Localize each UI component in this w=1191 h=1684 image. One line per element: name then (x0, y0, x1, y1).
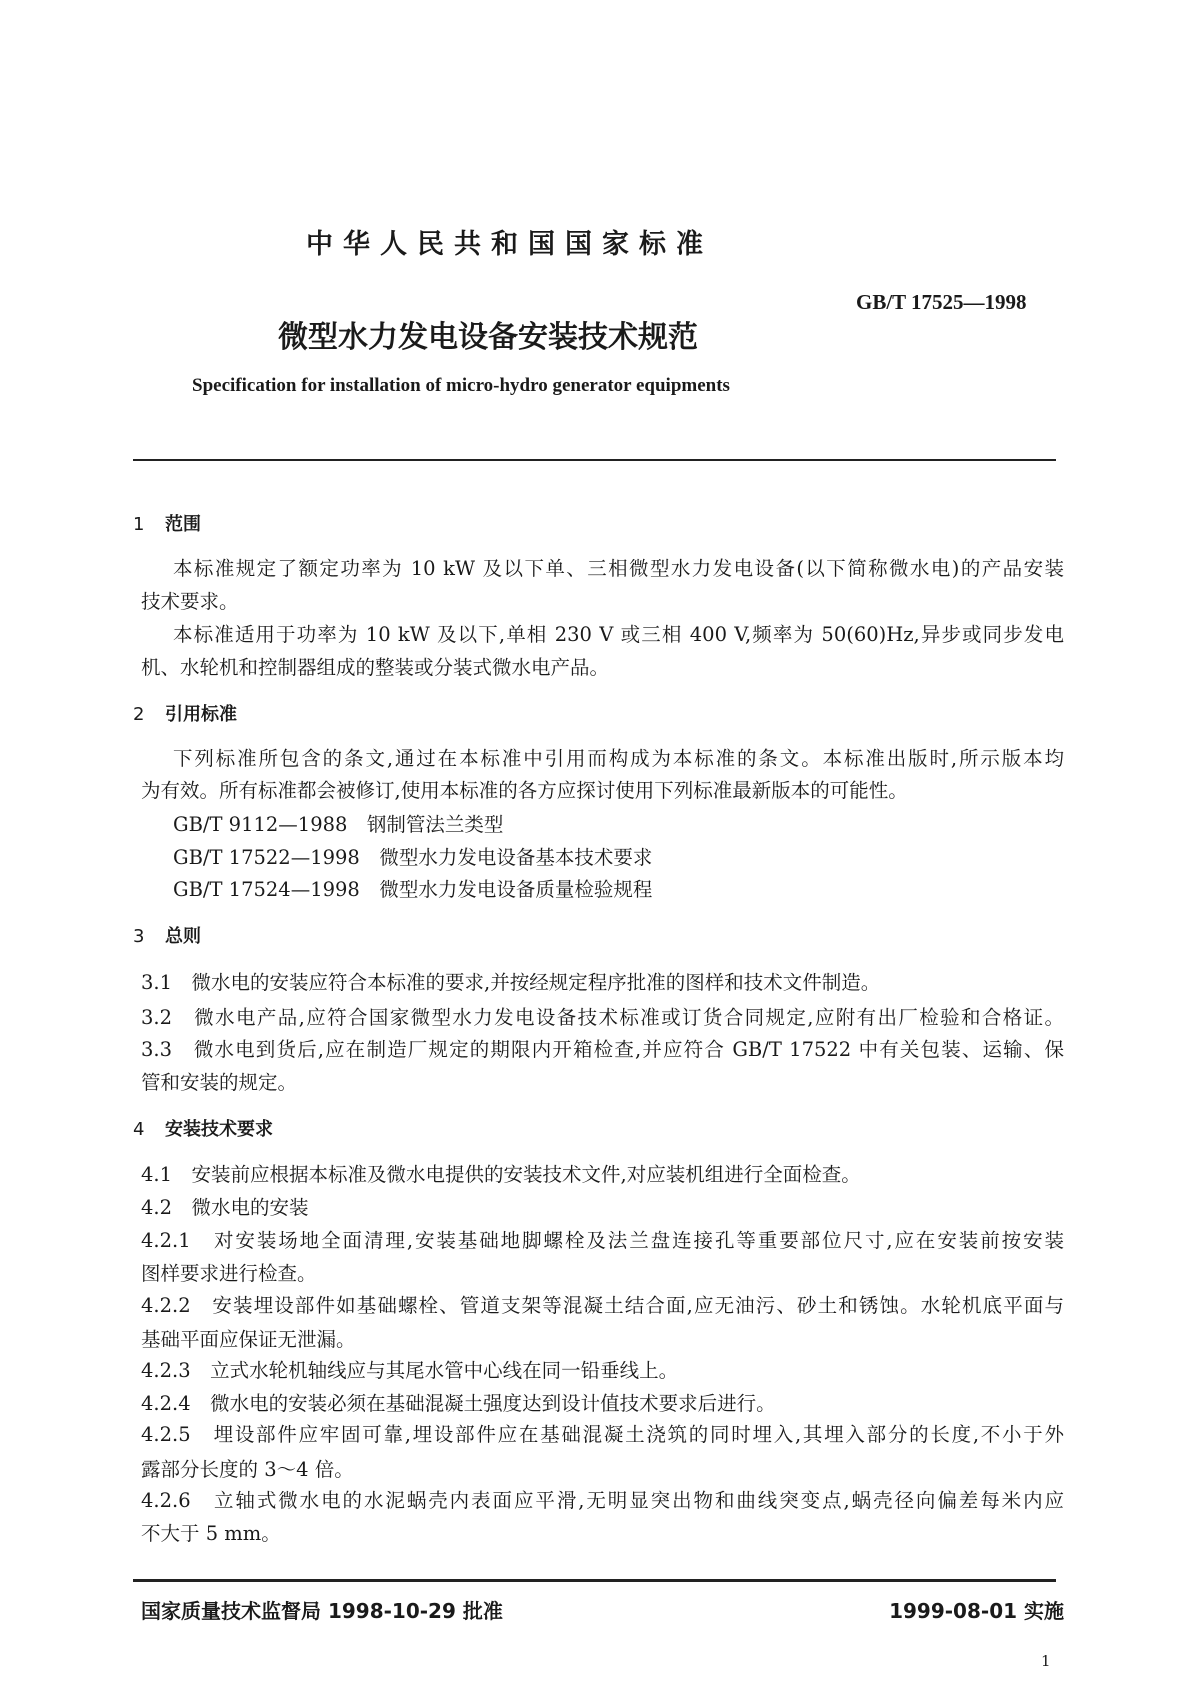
clause-line: 露部分长度的 3～4 倍。 (141, 1458, 354, 1481)
clause-line: 4.2.4 微水电的安装必须在基础混凝土强度达到设计值技术要求后进行。 (141, 1392, 776, 1415)
reference-item: GB/T 9112—1988 钢制管法兰类型 (173, 813, 504, 836)
clause-line: 4.2.1 对安装场地全面清理,安装基础地脚螺栓及法兰盘连接孔等重要部位尺寸,应在安装前按安装 (141, 1229, 1064, 1252)
standard-code: GB/T 17525—1998 (856, 290, 1027, 314)
header-divider (133, 459, 1056, 461)
clause-line: 基础平面应保证无泄漏。 (141, 1328, 356, 1351)
document-title-en: Specification for installation of micro-hydro generator equipments (192, 375, 730, 396)
paragraph-line: 本标准规定了额定功率为 10 kW 及以下单、三相微型水力发电设备(以下简称微水电)的产品安装 (173, 557, 1064, 580)
section-title: 范围 (165, 514, 201, 535)
national-standard-heading: 中华人民共和国国家标准 (306, 229, 713, 260)
section-number: 1 (133, 514, 145, 535)
section-number: 2 (133, 704, 145, 725)
section-title: 总则 (165, 926, 201, 947)
effective-date: 1999-08-01 实施 (889, 1599, 1064, 1623)
reference-item: GB/T 17522—1998 微型水力发电设备基本技术要求 (173, 846, 653, 869)
clause-line: 4.2.2 安装埋设部件如基础螺栓、管道支架等混凝土结合面,应无油污、砂土和锈蚀。水轮机底平面与 (141, 1294, 1064, 1317)
paragraph-line: 下列标准所包含的条文,通过在本标准中引用而构成为本标准的条文。本标准出版时,所示版本均 (173, 747, 1064, 770)
approval-line: 国家质量技术监督局 1998-10-29 批准 (141, 1599, 503, 1623)
clause-line: 3.2 微水电产品,应符合国家微型水力发电设备技术标准或订货合同规定,应附有出厂检验和合格证。 (141, 1006, 1064, 1029)
clause-line: 4.1 安装前应根据本标准及微水电提供的安装技术文件,对应装机组进行全面检查。 (141, 1163, 861, 1186)
document-title-cn: 微型水力发电设备安装技术规范 (278, 320, 698, 355)
section-heading-3 (133, 925, 201, 949)
clause-line: 4.2.5 埋设部件应牢固可靠,埋设部件应在基础混凝土浇筑的同时埋入,其埋入部分的长度,不小于外 (141, 1423, 1064, 1446)
footer-divider (133, 1579, 1056, 1582)
section-number: 4 (133, 1119, 145, 1140)
paragraph-line: 本标准适用于功率为 10 kW 及以下,单相 230 V 或三相 400 V,频率为 50(60)Hz,异步或同步发电 (173, 623, 1064, 646)
paragraph-line: 技术要求。 (141, 590, 239, 613)
clause-line: 3.3 微水电到货后,应在制造厂规定的期限内开箱检查,并应符合 GB/T 17522 中有关包装、运输、保 (141, 1038, 1064, 1061)
clause-line: 4.2 微水电的安装 (141, 1196, 309, 1219)
clause-line: 3.1 微水电的安装应符合本标准的要求,并按经规定程序批准的图样和技术文件制造。 (141, 971, 881, 994)
page-number: 1 (1041, 1652, 1051, 1670)
clause-line: 管和安装的规定。 (141, 1071, 298, 1094)
clause-line: 4.2.6 立轴式微水电的水泥蜗壳内表面应平滑,无明显突出物和曲线突变点,蜗壳径向偏差每米内应 (141, 1489, 1064, 1512)
reference-item: GB/T 17524—1998 微型水力发电设备质量检验规程 (173, 878, 653, 901)
clause-line: 不大于 5 mm。 (141, 1522, 281, 1545)
paragraph-line: 机、水轮机和控制器组成的整装或分装式微水电产品。 (141, 656, 610, 679)
section-heading-1 (133, 513, 201, 537)
section-title: 安装技术要求 (165, 1119, 273, 1140)
section-heading-2 (133, 703, 237, 727)
section-title: 引用标准 (165, 704, 237, 725)
clause-line: 4.2.3 立式水轮机轴线应与其尾水管中心线在同一铅垂线上。 (141, 1359, 679, 1382)
paragraph-line: 为有效。所有标准都会被修订,使用本标准的各方应探讨使用下列标准最新版本的可能性。 (141, 779, 908, 802)
section-heading-4 (133, 1118, 273, 1142)
section-number: 3 (133, 926, 145, 947)
clause-line: 图样要求进行检查。 (141, 1262, 317, 1285)
